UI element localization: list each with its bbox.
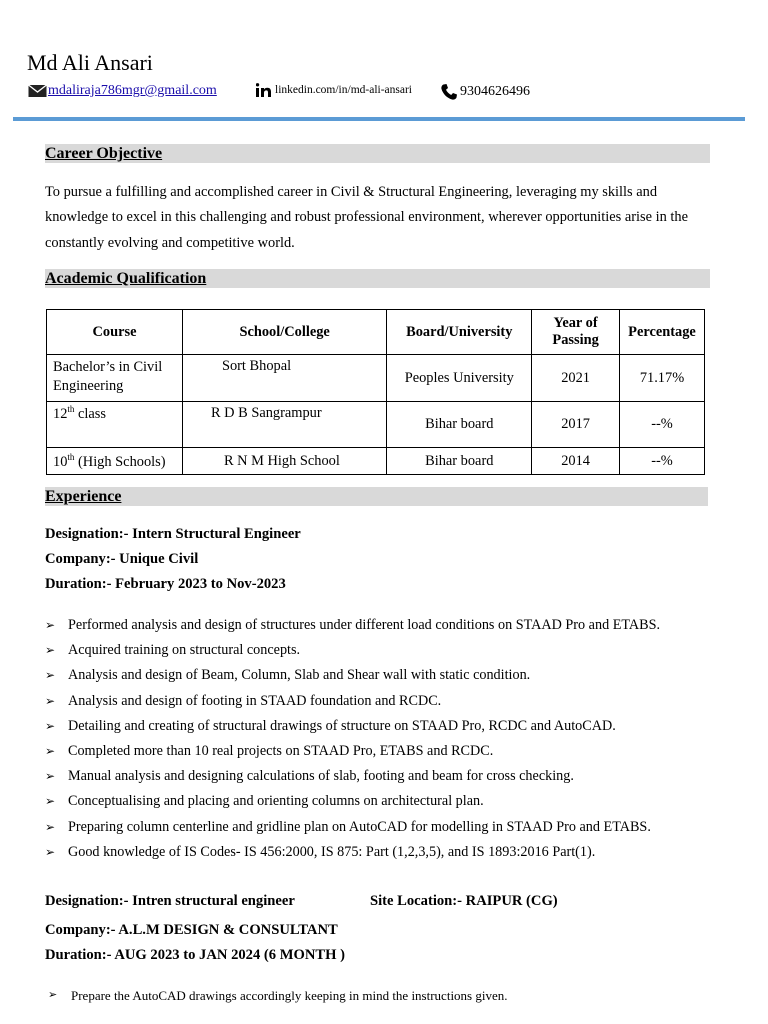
table-row <box>47 402 705 448</box>
career-objective-text: To pursue a fulfilling and accomplished career in Civil & Structural Engineering, leveraging my skills and knowledge to excel in this challenging and robust professional environment, wherever opportunities arise in the constantly evolving and competitive world. <box>45 184 689 251</box>
list-item: ➢ Manual analysis and designing calculations of slab, footing and beam for cross checking. <box>45 764 660 789</box>
job1-company: Company:- Unique Civil <box>45 551 199 567</box>
percentage-cell: --% <box>620 448 705 475</box>
percentage-cell: --% <box>620 402 705 448</box>
course-cell: 10th (High Schools) <box>47 448 183 475</box>
year-cell: 2017 <box>532 402 620 448</box>
list-item: ➢ Performed analysis and design of structures under different load conditions on STAAD Pro and ETABS. <box>45 613 660 638</box>
percentage-cell: 71.17% <box>620 355 705 402</box>
list-item: ➢ Preparing column centerline and gridline plan on AutoCAD for modelling in STAAD Pro and ETABS. <box>45 815 660 840</box>
arrow-bullet-icon: ➢ <box>45 718 56 733</box>
column-header: Year of Passing <box>532 310 620 355</box>
email-link[interactable]: mdaliraja786mgr@gmail.com <box>48 83 217 98</box>
candidate-name: Md Ali Ansari <box>27 50 153 75</box>
table-row <box>47 448 705 475</box>
arrow-bullet-icon: ➢ <box>45 693 56 708</box>
list-item: ➢ Good knowledge of IS Codes- IS 456:2000, IS 875: Part (1,2,3,5), and IS 1893:2016 Part(1). <box>45 840 660 865</box>
job2-designation: Designation:- Intren structural engineer <box>45 893 295 909</box>
column-header: Board/University <box>387 310 532 355</box>
job1-designation: Designation:- Intern Structural Engineer <box>45 526 301 542</box>
phone-contact <box>440 83 530 101</box>
mail-icon <box>28 84 47 98</box>
course-cell: Bachelor’s in Civil Engineering <box>47 355 183 402</box>
board-cell: Bihar board <box>387 402 532 448</box>
column-header: Percentage <box>620 310 705 355</box>
school-cell: R D B Sangrampur <box>182 402 386 448</box>
phone-number[interactable]: 9304626496 <box>460 84 530 99</box>
phone-icon <box>440 83 458 101</box>
arrow-bullet-icon: ➢ <box>45 743 56 758</box>
column-header: School/College <box>182 310 386 355</box>
school-cell: Sort Bhopal <box>182 355 386 402</box>
list-item: ➢ Acquired training on structural concepts. <box>45 638 660 663</box>
list-item: ➢ Analysis and design of Beam, Column, Slab and Shear wall with static condition. <box>45 663 660 688</box>
career-objective-heading <box>45 144 710 163</box>
list-item: ➢ Conceptualising and placing and orienting columns on architectural plan. <box>45 789 660 814</box>
arrow-bullet-icon: ➢ <box>45 643 56 658</box>
job1-duration: Duration:- February 2023 to Nov-2023 <box>45 576 286 592</box>
arrow-bullet-icon: ➢ <box>45 618 56 632</box>
column-header: Course <box>47 310 183 355</box>
year-cell: 2021 <box>532 355 620 402</box>
arrow-bullet-icon: ➢ <box>45 794 56 809</box>
email-contact <box>28 83 220 99</box>
arrow-bullet-icon: ➢ <box>45 769 56 784</box>
list-item: ➢ Analysis and design of footing in STAAD foundation and RCDC. <box>45 689 660 714</box>
arrow-bullet-icon: ➢ <box>45 668 56 683</box>
linkedin-icon <box>256 83 272 97</box>
linkedin-contact <box>256 83 412 97</box>
job1-responsibilities <box>45 613 660 865</box>
school-cell: R N M High School <box>182 448 386 475</box>
job2-duration: Duration:- AUG 2023 to JAN 2024 (6 MONTH ) <box>45 947 345 963</box>
arrow-bullet-icon: ➢ <box>45 819 56 834</box>
job2-site-location: Site Location:- RAIPUR (CG) <box>370 893 558 909</box>
list-item: ➢ Detailing and creating of structural drawings of structure on STAAD Pro, RCDC and AutoCAD. <box>45 714 660 739</box>
experience-heading <box>45 487 708 506</box>
year-cell: 2014 <box>532 448 620 475</box>
experience-title: Experience <box>45 488 122 505</box>
list-item: ➢ Prepare the AutoCAD drawings accordingly keeping in mind the instructions given. <box>48 988 508 1003</box>
board-cell: Peoples University <box>387 355 532 402</box>
table-header-row <box>47 310 705 355</box>
career-objective-title: Career Objective <box>45 145 163 162</box>
academic-table <box>46 309 705 475</box>
arrow-bullet-icon: ➢ <box>48 989 58 1001</box>
header-divider <box>13 117 745 121</box>
academic-title: Academic Qualification <box>45 270 207 287</box>
course-cell: 12th class <box>47 402 183 448</box>
linkedin-url[interactable]: linkedin.com/in/md-ali-ansari <box>275 84 413 96</box>
arrow-bullet-icon: ➢ <box>45 844 56 859</box>
list-item: ➢ Completed more than 10 real projects on STAAD Pro, ETABS and RCDC. <box>45 739 660 764</box>
job2-company: Company:- A.L.M DESIGN & CONSULTANT <box>45 922 338 938</box>
board-cell: Bihar board <box>387 448 532 475</box>
academic-heading <box>45 269 710 288</box>
table-row <box>47 355 705 402</box>
